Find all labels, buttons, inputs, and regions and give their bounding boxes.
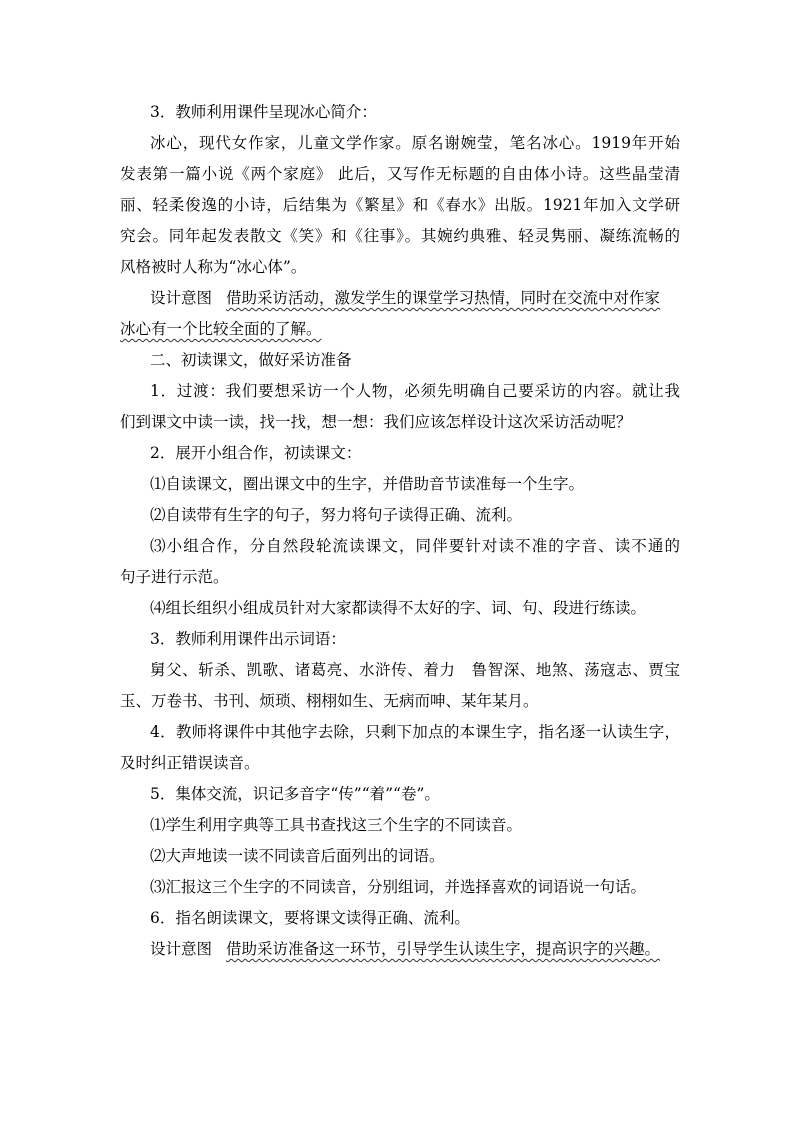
step-2-item-3-line-1: ⑶小组合作，分自然段轮流读课文，同伴要针对读不准的字音、读不通的 xyxy=(150,537,680,555)
step-5-heading: 5．集体交流，识记多音字“传”“着”“卷”。 xyxy=(150,785,440,803)
design-intent-text: 借助采访活动，激发学生的课堂学习热情，同时在交流中对作家 xyxy=(226,289,661,307)
step-2-item-1: ⑴自读课文，圈出课文中的生字，并借助音节读准每一个生字。 xyxy=(150,475,585,493)
design-intent-2 xyxy=(120,934,680,965)
step-2-heading: 2．展开小组合作，初读课文： xyxy=(150,444,362,462)
step-6: 6．指名朗读课文，要将课文读得正确、流利。 xyxy=(150,909,470,927)
step-4-line-1: 4．教师将课件中其他字去除，只剩下加点的本课生字，指名逐一认读生字， xyxy=(150,723,680,741)
step-4-line-2: 及时纠正错误读音。 xyxy=(120,754,260,772)
step-2-item-2: ⑵自读带有生字的句子，努力将句子读得正确、流利。 xyxy=(150,506,523,524)
design-intent-text-cont: 冰心有一个比较全面的了解。 xyxy=(120,320,322,338)
bio-paragraph-line-3: 丽、轻柔俊逸的小诗，后结集为《繁星》和《春水》出版。1921年加入文学研 xyxy=(120,196,680,214)
design-intent-1 xyxy=(120,283,680,314)
design-intent-text-2: 借助采访准备这一环节，引导学生认读生字，提高识字的兴趣。 xyxy=(226,940,661,958)
document-body xyxy=(120,97,680,965)
section-2-heading: 二、初读课文，做好采访准备 xyxy=(150,351,352,369)
vocab-line-2: 玉、万卷书、书刊、烦琐、栩栩如生、无病而呻、某年某月。 xyxy=(120,692,539,710)
design-intent-label: 设计意图 xyxy=(150,289,213,307)
bio-paragraph-line-2: 发表第一篇小说《两个家庭》 此后，又写作无标题的自由体小诗。这些晶莹清 xyxy=(120,165,680,183)
vocab-line-1: 舅父、斩杀、凯歌、诸葛亮、水浒传、着力 鲁智深、地煞、荡寇志、贾宝 xyxy=(150,661,680,679)
step-2-item-3-line-2: 句子进行示范。 xyxy=(120,568,229,586)
step-5-item-3: ⑶汇报这三个生字的不同读音，分别组词，并选择喜欢的词语说一句话。 xyxy=(150,878,647,896)
step-1-line-2: 们到课文中读一读，找一找，想一想：我们应该怎样设计这次采访活动呢？ xyxy=(120,413,632,431)
bio-paragraph-line-4: 究会。同年起发表散文《笑》和《往事》。其婉约典雅、轻灵隽丽、凝练流畅的 xyxy=(120,227,680,245)
step-3-heading: 3．教师利用课件呈现冰心简介： xyxy=(150,103,377,121)
bio-paragraph-line-5: 风格被时人称为“冰心体”。 xyxy=(120,258,307,276)
step-5-item-1: ⑴学生利用字典等工具书查找这三个生字的不同读音。 xyxy=(150,816,523,834)
step-3b-heading: 3．教师利用课件出示词语： xyxy=(150,630,346,648)
design-intent-1-cont xyxy=(120,314,680,345)
step-1-line-1: 1．过渡：我们要想采访一个人物，必须先明确自己要采访的内容。就让我 xyxy=(150,382,680,400)
step-2-item-4: ⑷组长组织小组成员针对大家都读得不太好的字、词、句、段进行练读。 xyxy=(150,599,647,617)
design-intent-label-2: 设计意图 xyxy=(150,940,213,958)
step-5-item-2: ⑵大声地读一读不同读音后面列出的词语。 xyxy=(150,847,445,865)
bio-paragraph-line-1: 冰心，现代女作家，儿童文学作家。原名谢婉莹，笔名冰心。1919年开始 xyxy=(150,134,680,152)
